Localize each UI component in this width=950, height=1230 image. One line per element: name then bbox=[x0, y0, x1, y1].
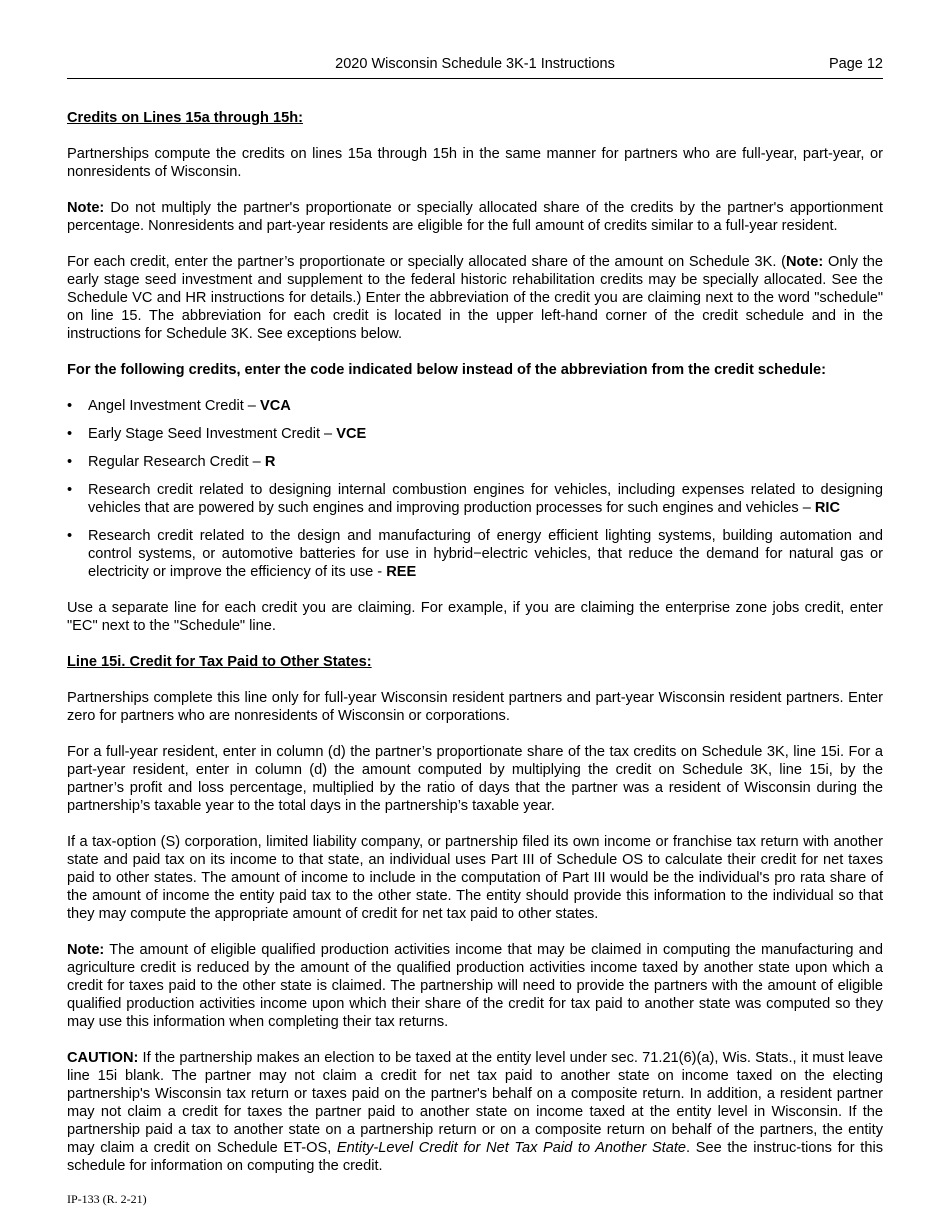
note-paragraph bbox=[67, 941, 883, 1031]
caution-text-end: . See the instruc-tions for this schedule for information on computing the credit. bbox=[67, 1140, 883, 1174]
credit-name: Angel Investment Credit – bbox=[88, 398, 260, 414]
caution-label: CAUTION: bbox=[67, 1050, 139, 1066]
bullet-icon: • bbox=[67, 528, 73, 544]
credit-code: R bbox=[264, 454, 276, 470]
paragraph-each-credit bbox=[67, 253, 883, 343]
paragraph-tax-option: If a tax-option (S) corporation, limited liability company, or partnership filed its own income or franchise tax return with another state and paid tax on its income to that state, an individual uses Part III of Schedule OS to calculate their credit for net taxes paid to other states. The amount of income to include in the computation of Part III would be the individual's pro rata share of the amount of income the entity paid tax to the other state. The entity should provide this information to the individual so that they may compute the appropriate amount of credit for net tax paid to other states. bbox=[67, 834, 883, 922]
credit-code-list bbox=[67, 397, 883, 581]
credit-code: VCA bbox=[259, 398, 291, 414]
list-item bbox=[67, 397, 883, 415]
paragraph-compute-credits: Partnerships compute the credits on lines 15a through 15h in the same manner for partners who are full-year, part-year, or nonresidents of Wisconsin. bbox=[67, 146, 883, 180]
bullet-icon: • bbox=[67, 454, 73, 470]
header-divider bbox=[67, 78, 883, 79]
list-item bbox=[67, 481, 883, 517]
paragraph-text: Only the early stage seed investment and supplement to the federal historic rehabilitation credits may be specially allocated. See the Schedule VC and HR instructions for details.) Enter the abbreviation of the credit you are claiming next to the word "schedule" on line 15. The abbreviation for each credit is located in the upper left-hand corner of the credit schedule and in the instructions for Schedule 3K. See exceptions below. bbox=[67, 254, 883, 342]
credit-code: REE bbox=[386, 564, 417, 580]
credit-name: Early Stage Seed Investment Credit – bbox=[88, 426, 337, 442]
list-item bbox=[67, 425, 883, 443]
note-paragraph bbox=[67, 199, 883, 235]
bullet-icon: • bbox=[67, 482, 73, 498]
section-heading-line-15i: Line 15i. Credit for Tax Paid to Other States: bbox=[67, 654, 372, 670]
paragraph-text: For each credit, enter the partner’s proportionate or specially allocated share of the amount on Schedule 3K. ( bbox=[67, 254, 786, 270]
header-title: 2020 Wisconsin Schedule 3K-1 Instructions bbox=[335, 56, 615, 72]
list-item bbox=[67, 527, 883, 581]
caution-text: If the partnership makes an election to be taxed at the entity level under sec. 71.21(6)(a), Wis. Stats., it must leave line 15i blank. The partner may not claim a credit for net tax paid to another state on income taxed on the electing partnership's Wisconsin tax return or taxes paid on the partner's behalf on a composite return. In addition, a resident partner may not claim a credit for taxes the partner paid to another state on income taxed at the entity level in Wisconsin. If the partnership paid a tax to another state on a partnership return or on a composite return on behalf of the partners, the entity may claim a credit on Schedule ET-OS, bbox=[67, 1050, 883, 1156]
list-item bbox=[67, 453, 883, 471]
note-text: The amount of eligible qualified production activities income that may be claimed in computing the manufacturing and agriculture credit is reduced by the amount of the qualified production activities income taxed by another state upon which a credit for taxes paid to the other state is claimed. The partnership will need to provide the partners with the amount of eligible qualified production activities income upon which their share of the credit for tax paid to another state was computed so they may use this information when completing their tax returns. bbox=[67, 942, 883, 1030]
caution-paragraph bbox=[67, 1049, 883, 1175]
page-content bbox=[67, 109, 883, 1175]
paragraph-full-year-resident: For a full-year resident, enter in column (d) the partner’s proportionate share of the tax credits on Schedule 3K, line 15i. For a part-year resident, enter in column (d) the amount computed by multiplying the credit on Schedule 3K, line 15i, by the partner’s profit and loss percentage, multiplied by the ratio of days that the partner was a resident of Wisconsin during the partnership’s taxable year to the total days in the partnership’s taxable year. bbox=[67, 744, 883, 814]
schedule-title: Entity-Level Credit for Net Tax Paid to Another State bbox=[336, 1140, 687, 1156]
bullet-icon: • bbox=[67, 426, 73, 442]
paragraph-complete-line: Partnerships complete this line only for full-year Wisconsin resident partners and part-year Wisconsin resident partners. Enter zero for partners who are nonresidents of Wisconsin or corporations. bbox=[67, 690, 883, 724]
note-text: Do not multiply the partner's proportionate or specially allocated share of the credits by the partner's apportionment percentage. Nonresidents and part-year residents are eligible for the full amount of credits similar to a full-year resident. bbox=[67, 200, 883, 234]
paragraph-separate-line: Use a separate line for each credit you are claiming. For example, if you are claiming the enterprise zone jobs credit, enter "EC" next to the "Schedule" line. bbox=[67, 600, 883, 634]
page-number: Page 12 bbox=[828, 56, 883, 72]
note-label: Note: bbox=[67, 200, 105, 216]
credit-name: Research credit related to the design and manufacturing of energy efficient lighting systems, building automation and control systems, or automotive batteries for use in hybrid−electric vehicles, that reduce the demand for natural gas or electricity or improve the efficiency of its use - bbox=[88, 528, 883, 580]
codes-intro: For the following credits, enter the code indicated below instead of the abbreviation from the credit schedule: bbox=[67, 362, 826, 378]
bullet-icon: • bbox=[67, 398, 73, 414]
note-label: Note: bbox=[67, 942, 105, 958]
note-label: Note: bbox=[785, 254, 824, 270]
credit-code: RIC bbox=[814, 500, 841, 516]
section-heading-credits: Credits on Lines 15a through 15h: bbox=[67, 110, 303, 126]
credit-name: Research credit related to designing internal combustion engines for vehicles, including expenses related to designing vehicles that are powered by such engines and improving production processes for such engines and vehicles – bbox=[88, 482, 883, 516]
credit-code: VCE bbox=[336, 426, 367, 442]
credit-name: Regular Research Credit – bbox=[88, 454, 265, 470]
form-id: IP-133 (R. 2-21) bbox=[67, 1192, 147, 1206]
